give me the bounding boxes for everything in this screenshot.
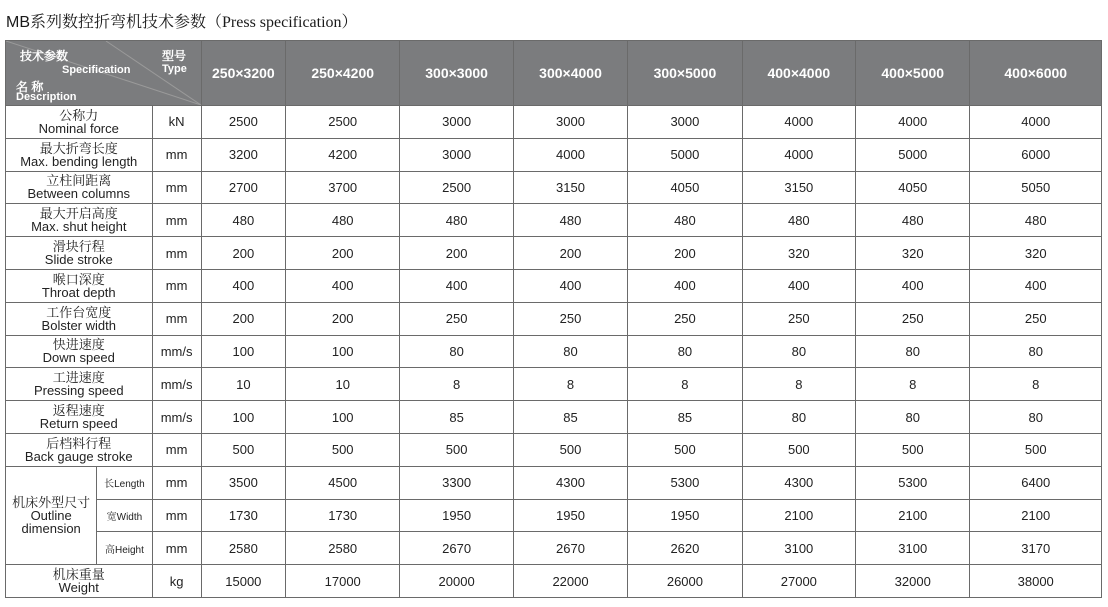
value-cell: 400 [856,269,970,302]
unit-cell: mm [152,433,201,466]
param-name-en: Throat depth [41,284,116,300]
model-header: 250×3200 [201,41,285,106]
param-name [6,204,153,237]
table-row [6,401,1102,434]
value-cell: 3200 [201,138,285,171]
value-cell: 2700 [201,171,285,204]
unit-cell: kN [152,106,201,139]
value-cell: 200 [201,302,285,335]
param-name-en: Max. bending length [20,153,138,169]
value-cell: 4000 [742,106,855,139]
model-header: 400×6000 [970,41,1102,106]
param-name-en: Slide stroke [44,252,113,268]
param-name-zh: 立柱间距离 [46,173,112,189]
table-row [6,106,1102,139]
value-cell: 4300 [513,466,627,499]
param-name [6,138,153,171]
model-header: 400×5000 [856,41,970,106]
param-name [6,302,153,335]
value-cell: 4050 [856,171,970,204]
value-cell: 2500 [286,106,400,139]
table-row [6,335,1102,368]
corner-name-en: Description [16,91,77,103]
value-cell: 32000 [856,565,970,598]
unit-cell: mm [152,171,201,204]
unit-cell: mm/s [152,401,201,434]
value-cell: 5300 [856,466,970,499]
value-cell: 80 [628,335,742,368]
value-cell: 15000 [201,565,285,598]
value-cell: 80 [970,401,1102,434]
corner-type-en: Type [162,63,187,75]
value-cell: 500 [400,433,513,466]
value-cell: 480 [513,204,627,237]
param-name-en: Pressing speed [33,383,124,399]
outline-sub-zh: 长 [104,479,115,491]
value-cell: 320 [970,237,1102,270]
value-cell: 5300 [628,466,742,499]
value-cell: 5000 [628,138,742,171]
value-cell: 2500 [400,171,513,204]
value-cell: 3300 [400,466,513,499]
param-name-zh: 机床重量 [52,567,105,583]
value-cell: 200 [201,237,285,270]
model-header: 300×4000 [513,41,627,106]
value-cell: 3170 [970,532,1102,565]
param-name [6,401,153,434]
outline-sub-en: Length [114,479,145,491]
value-cell: 200 [513,237,627,270]
param-name-en: Return speed [39,416,118,432]
param-name [6,433,153,466]
value-cell: 27000 [742,565,855,598]
value-cell: 2580 [201,532,285,565]
value-cell: 3100 [742,532,855,565]
corner-param-zh: 技术参数 [20,49,69,63]
value-cell: 8 [970,368,1102,401]
value-cell: 3150 [742,171,855,204]
unit-cell: kg [152,565,201,598]
table-row [6,433,1102,466]
value-cell: 1950 [400,499,513,532]
value-cell: 400 [286,269,400,302]
header-corner [6,41,202,106]
value-cell: 17000 [286,565,400,598]
value-cell: 500 [201,433,285,466]
value-cell: 500 [970,433,1102,466]
table-row [6,269,1102,302]
value-cell: 3700 [286,171,400,204]
table-row [6,499,1102,532]
value-cell: 4000 [856,106,970,139]
outline-sub-zh: 宽 [106,511,117,523]
table-row [6,565,1102,598]
value-cell: 85 [400,401,513,434]
value-cell: 250 [513,302,627,335]
value-cell: 1730 [286,499,400,532]
model-header: 300×5000 [628,41,742,106]
param-name-zh: 快进速度 [52,337,105,353]
value-cell: 250 [400,302,513,335]
value-cell: 2100 [856,499,970,532]
corner-type-zh: 型号 [162,49,187,63]
value-cell: 20000 [400,565,513,598]
value-cell: 500 [628,433,742,466]
param-name-en: Weight [58,580,99,596]
value-cell: 2500 [201,106,285,139]
outline-name-en2: dimension [21,520,81,536]
param-name [6,237,153,270]
unit-cell: mm [152,532,201,565]
value-cell: 400 [201,269,285,302]
unit-cell: mm [152,237,201,270]
value-cell: 3000 [513,106,627,139]
value-cell: 1950 [513,499,627,532]
value-cell: 400 [742,269,855,302]
value-cell: 480 [856,204,970,237]
value-cell: 4300 [742,466,855,499]
value-cell: 80 [513,335,627,368]
value-cell: 3500 [201,466,285,499]
outline-sub-label [97,499,152,532]
value-cell: 250 [628,302,742,335]
value-cell: 200 [628,237,742,270]
value-cell: 2670 [400,532,513,565]
header-row [6,41,1102,106]
param-name [6,335,153,368]
outline-sub-en: Width [116,511,143,523]
value-cell: 480 [201,204,285,237]
value-cell: 4000 [742,138,855,171]
value-cell: 3150 [513,171,627,204]
value-cell: 500 [742,433,855,466]
value-cell: 80 [400,335,513,368]
value-cell: 480 [286,204,400,237]
table-row [6,171,1102,204]
value-cell: 320 [856,237,970,270]
value-cell: 4500 [286,466,400,499]
value-cell: 200 [400,237,513,270]
param-name [6,368,153,401]
title-en: （Press specification） [206,14,358,31]
unit-cell: mm/s [152,335,201,368]
unit-cell: mm [152,204,201,237]
table-row [6,138,1102,171]
param-name-zh: 喉口深度 [52,271,105,287]
value-cell: 80 [742,401,855,434]
param-name-zh: 后档料行程 [46,435,112,451]
unit-cell: mm [152,138,201,171]
value-cell: 80 [742,335,855,368]
outline-name-en1: Outline [30,507,72,523]
value-cell: 200 [286,302,400,335]
value-cell: 85 [513,401,627,434]
value-cell: 5050 [970,171,1102,204]
value-cell: 250 [970,302,1102,335]
value-cell: 8 [628,368,742,401]
value-cell: 80 [856,335,970,368]
param-name-en: Back gauge stroke [24,448,133,464]
value-cell: 2670 [513,532,627,565]
value-cell: 100 [286,401,400,434]
param-name-en: Nominal force [38,120,119,136]
value-cell: 6400 [970,466,1102,499]
value-cell: 2100 [970,499,1102,532]
value-cell: 38000 [970,565,1102,598]
param-name [6,171,153,204]
param-name-zh: 公称力 [59,107,99,123]
outline-name [6,466,97,564]
value-cell: 480 [628,204,742,237]
value-cell: 400 [628,269,742,302]
value-cell: 85 [628,401,742,434]
param-name-zh: 最大折弯长度 [39,140,118,156]
model-header: 400×4000 [742,41,855,106]
outline-sub-zh: 高 [104,544,115,556]
spec-table [5,40,1102,598]
unit-cell: mm/s [152,368,201,401]
unit-cell: mm [152,499,201,532]
unit-cell: mm [152,466,201,499]
value-cell: 8 [742,368,855,401]
value-cell: 2100 [742,499,855,532]
value-cell: 3100 [856,532,970,565]
model-header: 250×4200 [286,41,400,106]
table-row [6,302,1102,335]
spec-table-body [6,106,1102,598]
outline-sub-label [97,532,152,565]
value-cell: 4000 [513,138,627,171]
value-cell: 480 [400,204,513,237]
table-row [6,532,1102,565]
table-row [6,204,1102,237]
value-cell: 250 [742,302,855,335]
value-cell: 100 [201,401,285,434]
value-cell: 8 [513,368,627,401]
model-header: 300×3000 [400,41,513,106]
value-cell: 80 [856,401,970,434]
value-cell: 8 [400,368,513,401]
corner-param-en: Specification [62,64,131,76]
value-cell: 4200 [286,138,400,171]
value-cell: 5000 [856,138,970,171]
value-cell: 400 [970,269,1102,302]
param-name-zh: 工作台宽度 [46,304,112,320]
value-cell: 400 [513,269,627,302]
value-cell: 3000 [400,106,513,139]
value-cell: 4050 [628,171,742,204]
outline-sub-en: Height [114,544,144,556]
page-title [6,9,358,32]
param-name [6,106,153,139]
value-cell: 250 [856,302,970,335]
value-cell: 480 [742,204,855,237]
outline-name-zh: 机床外型尺寸 [12,494,91,510]
unit-cell: mm [152,269,201,302]
param-name-zh: 返程速度 [52,403,105,419]
param-name-en: Bolster width [41,317,116,333]
value-cell: 500 [856,433,970,466]
value-cell: 500 [286,433,400,466]
value-cell: 26000 [628,565,742,598]
param-name-en: Between columns [27,186,131,202]
value-cell: 4000 [970,106,1102,139]
value-cell: 3000 [400,138,513,171]
value-cell: 8 [856,368,970,401]
value-cell: 100 [201,335,285,368]
value-cell: 480 [970,204,1102,237]
param-name [6,565,153,598]
corner-name-zh: 名 称 [16,80,44,94]
param-name-zh: 滑块行程 [52,239,105,255]
value-cell: 400 [400,269,513,302]
table-row [6,368,1102,401]
title-zh: MB系列数控折弯机技术参数 [6,14,207,31]
value-cell: 500 [513,433,627,466]
value-cell: 6000 [970,138,1102,171]
table-row [6,466,1102,499]
value-cell: 2580 [286,532,400,565]
value-cell: 100 [286,335,400,368]
value-cell: 10 [201,368,285,401]
value-cell: 22000 [513,565,627,598]
param-name-en: Max. shut height [31,219,127,235]
param-name [6,269,153,302]
value-cell: 320 [742,237,855,270]
value-cell: 1730 [201,499,285,532]
value-cell: 2620 [628,532,742,565]
value-cell: 10 [286,368,400,401]
param-name-en: Down speed [42,350,115,366]
value-cell: 3000 [628,106,742,139]
table-row [6,237,1102,270]
value-cell: 1950 [628,499,742,532]
param-name-zh: 工进速度 [52,370,105,386]
outline-sub-label [97,466,152,499]
value-cell: 80 [970,335,1102,368]
unit-cell: mm [152,302,201,335]
value-cell: 200 [286,237,400,270]
param-name-zh: 最大开启高度 [39,206,118,222]
